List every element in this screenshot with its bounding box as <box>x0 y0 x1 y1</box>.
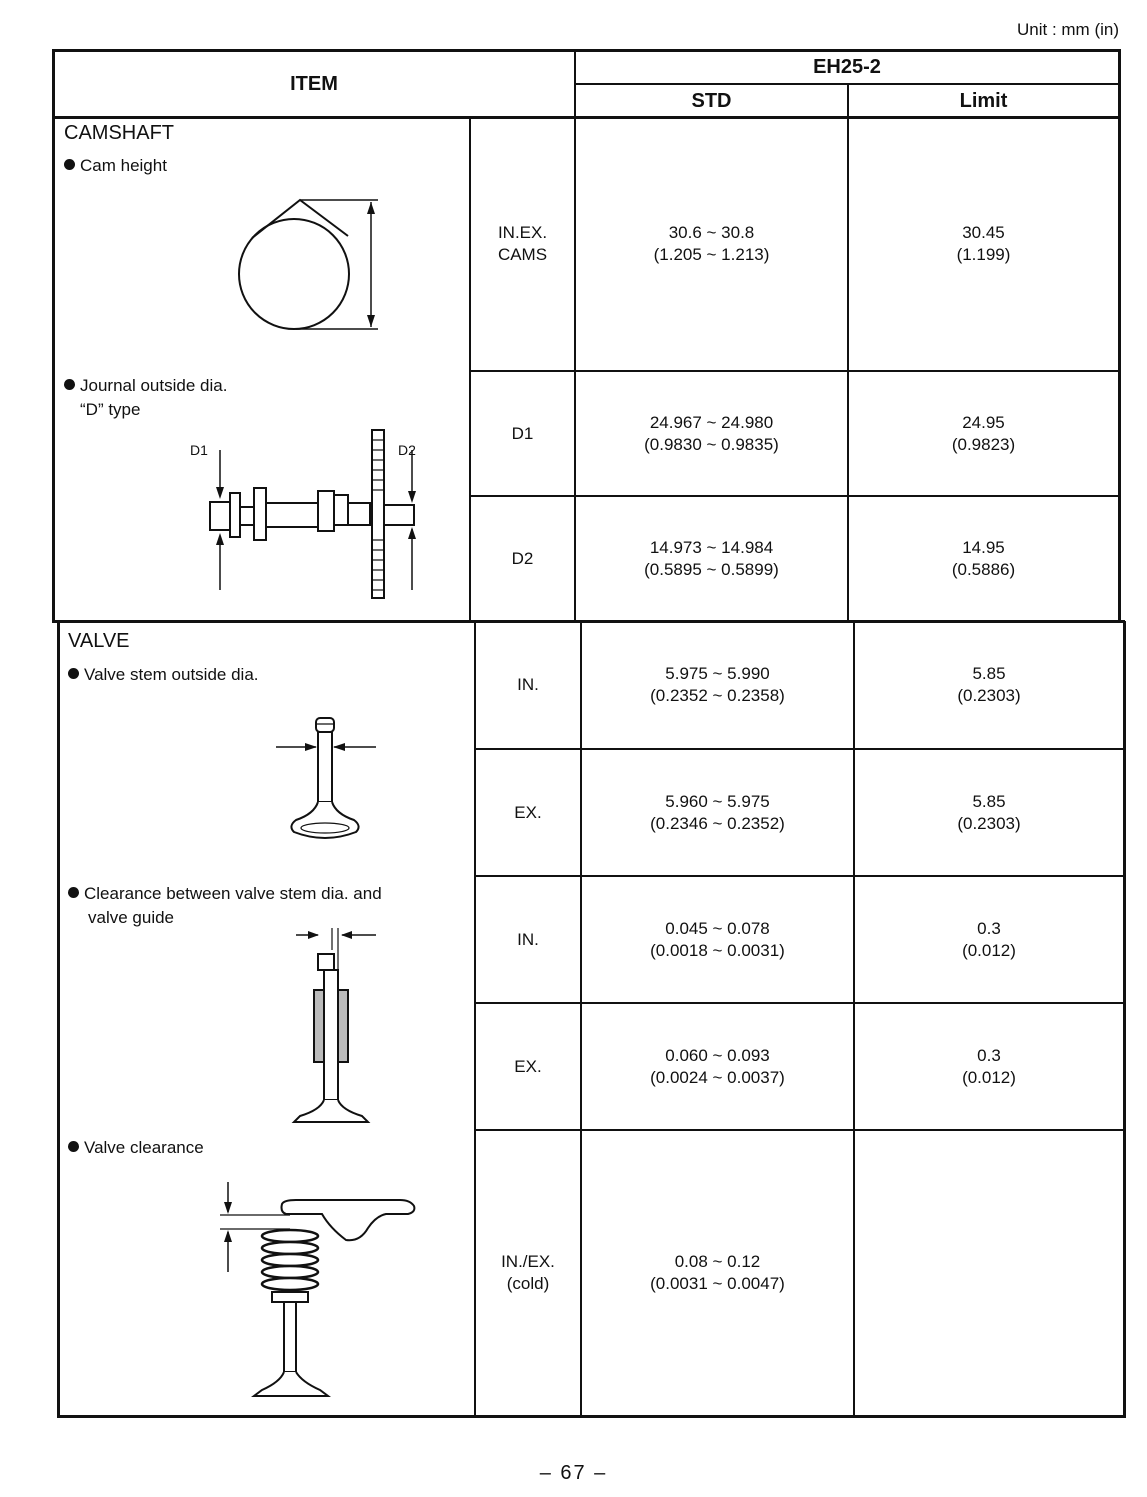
camshaft-title: CAMSHAFT <box>64 122 174 144</box>
d1-label: D1 <box>190 442 208 458</box>
clearance-in-name: IN. <box>517 929 539 949</box>
clearance-ex-name: EX. <box>514 1056 542 1076</box>
stem-in-name: IN. <box>517 675 539 694</box>
unit-note: Unit : mm (in) <box>1017 20 1119 39</box>
valve-clearance-diagram <box>210 1180 430 1405</box>
journal-type-label: “D” type <box>80 400 141 419</box>
stem-ex-name: EX. <box>514 802 542 822</box>
page-number: – 67 – <box>539 1462 608 1484</box>
clearance-label-2: valve guide <box>88 908 175 927</box>
journal-d2-limit: 14.95 (0.5886) <box>951 537 1016 579</box>
header-limit: Limit <box>959 89 1008 112</box>
stem-ex-limit: 5.85 (0.2303) <box>957 791 1021 833</box>
valve-guide-diagram <box>280 920 390 1130</box>
valve-clearance-name: IN./EX. (cold) <box>501 1252 555 1293</box>
journal-d1-limit: 24.95 (0.9823) <box>951 412 1016 454</box>
cam-height-name: IN.EX. CAMS <box>497 223 548 264</box>
valve-clearance-std: 0.08 ~ 0.12 (0.0031 ~ 0.0047) <box>650 1252 785 1293</box>
header-std: STD <box>691 89 732 112</box>
header-item: ITEM <box>290 72 338 95</box>
clearance-label: Clearance between valve stem dia. and <box>68 882 382 906</box>
journal-d1-std: 24.967 ~ 24.980 (0.9830 ~ 0.9835) <box>644 412 779 454</box>
journal-d1-name: D1 <box>511 423 534 443</box>
valve-title: VALVE <box>68 630 130 652</box>
clearance-ex-std: 0.060 ~ 0.093 (0.0024 ~ 0.0037) <box>650 1045 785 1087</box>
stem-ex-std: 5.960 ~ 5.975 (0.2346 ~ 0.2352) <box>650 791 785 833</box>
valve-clearance-limit <box>855 1131 1123 1415</box>
clearance-in-std: 0.045 ~ 0.078 (0.0018 ~ 0.0031) <box>650 918 785 960</box>
journal-d2-name: D2 <box>511 548 534 568</box>
cam-lobe-diagram <box>230 190 390 335</box>
journal-d2-std: 14.973 ~ 14.984 (0.5895 ~ 0.5899) <box>644 537 779 579</box>
cam-height-label: Cam height <box>64 154 167 178</box>
d2-label: D2 <box>398 442 416 458</box>
stem-in-limit: 5.85 (0.2303) <box>957 664 1021 705</box>
stem-in-std: 5.975 ~ 5.990 (0.2352 ~ 0.2358) <box>650 664 785 705</box>
valve-stem-label: Valve stem outside dia. <box>68 663 259 687</box>
valve-stem-diagram <box>270 710 390 845</box>
clearance-ex-limit: 0.3 (0.012) <box>962 1045 1016 1087</box>
clearance-in-limit: 0.3 (0.012) <box>962 918 1016 960</box>
camshaft-journal-diagram <box>200 425 440 600</box>
cam-height-std: 30.6 ~ 30.8 (1.205 ~ 1.213) <box>653 223 770 264</box>
cam-height-limit: 30.45 (1.199) <box>956 223 1011 264</box>
header-model: EH25-2 <box>813 56 881 78</box>
valve-clearance-label: Valve clearance <box>68 1136 204 1160</box>
journal-label: Journal outside dia. <box>64 374 227 398</box>
